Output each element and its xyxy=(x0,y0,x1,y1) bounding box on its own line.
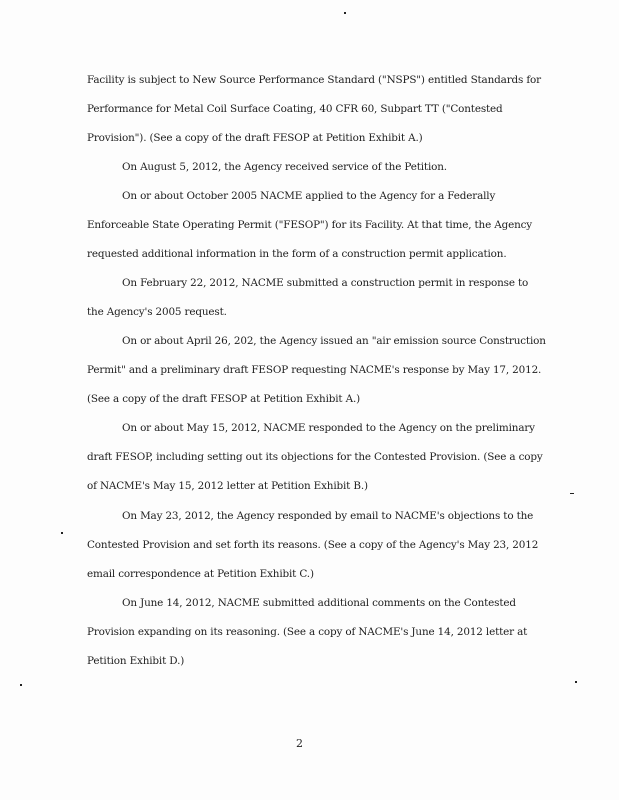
text-line: of NACME's May 15, 2012 letter at Petition Exhibit B.) xyxy=(87,480,368,492)
text-line: Permit" and a preliminary draft FESOP requesting NACME's response by May 17, 2012. xyxy=(87,364,542,376)
scan-speck xyxy=(570,493,574,494)
text-line: Provision expanding on its reasoning. (See a copy of NACME's June 14, 2012 letter at xyxy=(87,626,528,638)
text-line: draft FESOP, including setting out its objections for the Contested Provision. (See a copy xyxy=(87,451,543,463)
text-line: Facility is subject to New Source Performance Standard ("NSPS") entitled Standards for xyxy=(87,74,541,86)
text-line: On or about May 15, 2012, NACME responded to the Agency on the preliminary xyxy=(122,422,535,434)
text-line: On May 23, 2012, the Agency responded by email to NACME's objections to the xyxy=(122,510,534,522)
text-line: Enforceable State Operating Permit ("FESOP") for its Facility. At that time, the Agency xyxy=(87,219,533,231)
text-line: the Agency's 2005 request. xyxy=(87,306,227,318)
text-line: email correspondence at Petition Exhibit C.) xyxy=(87,568,314,580)
text-line: On February 22, 2012, NACME submitted a construction permit in response to xyxy=(122,277,529,289)
text-line: On June 14, 2012, NACME submitted additional comments on the Contested xyxy=(122,597,516,609)
text-line: requested additional information in the form of a construction permit application. xyxy=(87,248,507,260)
text-line: Provision"). (See a copy of the draft FESOP at Petition Exhibit A.) xyxy=(87,132,423,144)
text-line: Petition Exhibit D.) xyxy=(87,655,185,667)
text-line: On or about October 2005 NACME applied to the Agency for a Federally xyxy=(122,190,496,202)
text-line: (See a copy of the draft FESOP at Petition Exhibit A.) xyxy=(87,393,361,405)
text-line: On or about April 26, 202, the Agency issued an "air emission source Construction xyxy=(122,335,546,347)
text-line: Performance for Metal Coil Surface Coating, 40 CFR 60, Subpart TT ("Contested xyxy=(87,103,503,115)
scan-speck xyxy=(61,532,63,534)
text-line: On August 5, 2012, the Agency received service of the Petition. xyxy=(122,161,447,173)
scan-speck xyxy=(575,681,577,683)
scan-speck xyxy=(344,12,346,14)
page-number: 2 xyxy=(296,737,303,750)
scan-speck xyxy=(20,684,22,686)
text-line: Contested Provision and set forth its reasons. (See a copy of the Agency's May 23, 2012 xyxy=(87,539,539,551)
